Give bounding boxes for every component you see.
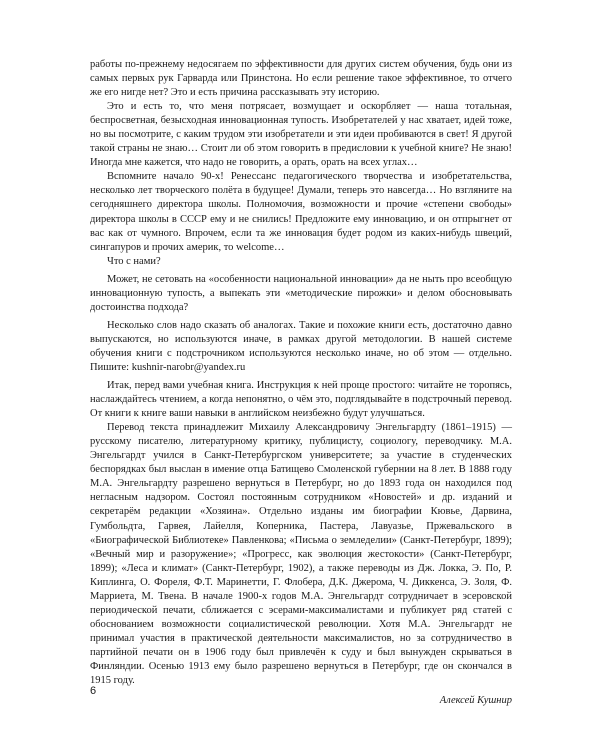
paragraph-nineties: Вспомните начало 90-х! Ренессанс педагогического творчества и изобретательства, несколько лет творческого полёта в будущее! Думали, теперь это навсегда… Но взгляните на сегодняшнего директора школы. Полномочия, возможности и прочие «степени свободы» директора школы в СССР ему и не снились! Предложите ему инновацию, и он отпрыгнет от вас как от чумного. Впрочем, если та же инновация будет родом из каких-нибудь швеций, сингапуров и прочих америк, то welcome… xyxy=(90,171,512,253)
paragraph-question: Что с нами? xyxy=(107,255,161,267)
author-signature: Алексей Кушнир xyxy=(439,695,512,707)
paragraph-pirozhki: Может, не сетовать на «особенности национальной инновации» да не ныть про всеобщую инновационную тупость, а выпекать эти «методические пирожки» и делом обосновывать достоинства подхода? xyxy=(90,273,512,313)
page-number: 6 xyxy=(90,685,97,697)
paragraph-innovation-dullness: Это и есть то, что меня потрясает, возмущает и оскорбляет — наша тотальная, беспросветная, безысходная инновационная тупость. Изобретателей у нас хватает, идей тоже, но вы посмотрите, с каким трудом эти изобретатели и эти идеи пробиваются в свет! Я другой такой страны не знаю… Стоит ли об этом говорить в предисловии к учебной книге? Не знаю! Иногда мне кажется, что надо не говорить, а орать, орать на всех углах… xyxy=(90,101,512,169)
paragraph-translator: Перевод текста принадлежит Михаилу Александровичу Энгельгардту (1861–1915) — русскому писателю, литературному критику, публицисту, социологу, переводчику. М.А. Энгельгардт учился в Санкт-Петербургском университете; за участие в студенческих беспорядках был выслан в имение отца Батищево Смоленской губернии на 8 лет. В 1888 году М.А. Энгельгардту разрешено вернуться в Петербург, но до 1893 года он находился под негласным надзором. Состоял постоянным сотрудником «Новостей» и др. изданий и секретарём редакции «Хозяина». Отдельно изданы им биографии Кювье, Дарвина, Гумбольдта, Гарвея, Лайелля, Коперника, Пастера, Лавуазье, Пржевальского в «Биографической Библиотеке» Павленкова; «Письма о земледелии» (Санкт-Петербург, 1899); «Вечный мир и разоружение»; «Прогресс, как эволюция жестокости» (Санкт-Петербург, 1899); «Леса и климат» (Санкт-Петербург, 1902), а также переводы из Дж. Локка, Э. По, Р. Киплинга, О. Фореля, Ф.Т. Маринетти, Г. Флобера, Д.К. Джерома, Ч. Диккенса, Э. Золя, Ф. Марриета, М. Твена. В начале 1900-х годов М.А. Энгельгардт сотрудничает в эсеровской периодической печати, сближается с эсерами-максималистами и публикует ряд статей с обоснованием возможности социалистической революции. Хотя М.А. Энгельгардт не принимал участия в практической деятельности максималистов, но за сотрудничество в партийной печати он в 1906 году был привлечён к суду и был вынужден скрываться в Финляндии. Осенью 1913 ему было разрешено вернуться в Петербург, где он скончался в 1915 году. xyxy=(90,422,512,687)
body-text xyxy=(90,58,512,706)
paragraph-instructions: Итак, перед вами учебная книга. Инструкция к ней проще простого: читайте не торопясь, наслаждайтесь чтением, а когда непонятно, о чём это, подглядывайте в подстрочный перевод. От книги к книге ваши навыки в английском неизбежно будут улучшаться. xyxy=(90,380,512,420)
paragraph-continuation: работы по-прежнему недосягаем по эффективности для других систем обучения, будь они из самых первых рук Гарварда или Принстона. Но если решение такое эффективное, то отчего же его нигде нет? Это и есть причина рассказывать эту историю. xyxy=(90,59,512,99)
paragraph-analogues: Несколько слов надо сказать об аналогах. Такие и похожие книги есть, достаточно давно выпускаются, но используются иначе, в рамках другой методологии. В нашей системе обучения книги с подстрочником используются несколько иначе, но об этом — отдельно. Пишите: kushnir-narobr@yandex.ru xyxy=(90,319,512,373)
